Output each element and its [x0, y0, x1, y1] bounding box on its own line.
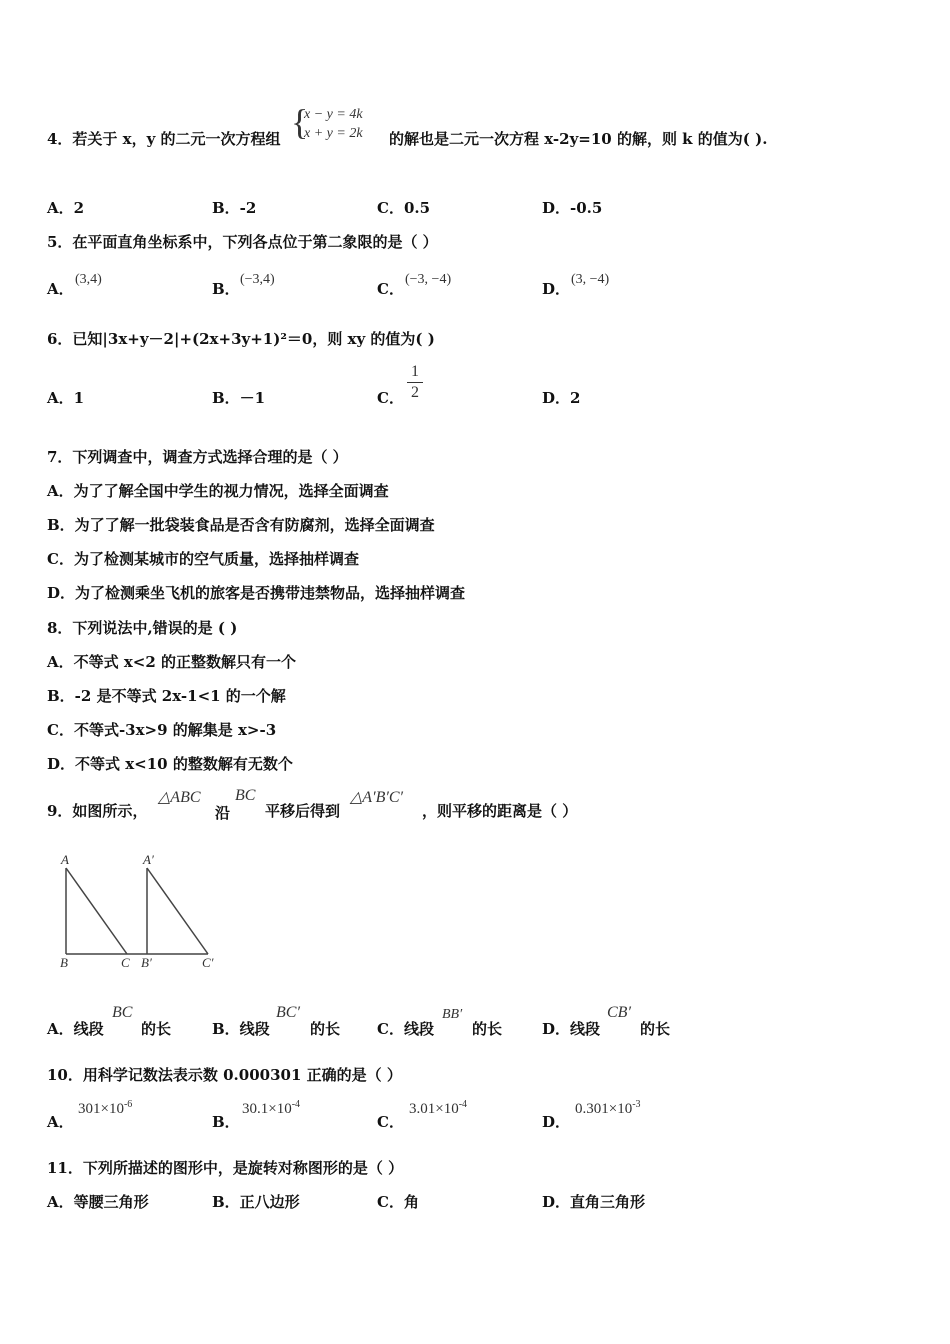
q7-option-b: B．为了了解一批袋装食品是否含有防腐剂，选择全面调查 — [47, 516, 435, 534]
q9-option-b-segment: BC′ — [276, 1004, 300, 1021]
q5-option-c-label: C． — [377, 280, 404, 298]
q9-triangle-abc-prime: △A′B′C′ — [350, 789, 404, 806]
q9-option-a-suffix: 的长 — [141, 1020, 172, 1038]
q10-option-a-value — [78, 1099, 132, 1118]
q10-option-a-label: A． — [47, 1113, 74, 1131]
q5-stem: 5．在平面直角坐标系中，下列各点位于第二象限的是（ ） — [47, 233, 438, 251]
q4-equation-1: x − y = 4k — [304, 107, 363, 122]
q9-option-c-prefix: C．线段 — [377, 1020, 434, 1038]
q5-option-c-value: (−3, −4) — [405, 272, 452, 287]
fraction-denominator: 2 — [411, 384, 419, 401]
q9-stem-part-3: 平移后得到 — [265, 802, 341, 820]
times-ten: ×10 — [435, 1101, 459, 1117]
q5-option-d-label: D． — [542, 280, 571, 298]
q9-option-a-segment: BC — [112, 1004, 133, 1021]
q9-option-b-prefix: B．线段 — [212, 1020, 270, 1038]
q10-option-c-label: C． — [377, 1113, 404, 1131]
exponent: -3 — [632, 1099, 641, 1110]
system-brace: { — [291, 102, 309, 142]
q9-stem-part-2: 沿 — [215, 804, 231, 822]
q11-option-b: B．正八边形 — [212, 1193, 300, 1211]
times-ten: ×10 — [608, 1101, 633, 1117]
label-b-prime: B′ — [141, 955, 152, 970]
times-ten: ×10 — [100, 1101, 124, 1117]
q6-stem: 6．已知|3x+y－2|+(2x+3y+1)²＝0，则 xy 的值为( ) — [47, 330, 435, 348]
q5-option-b-label: B． — [212, 280, 240, 298]
q11-option-d: D．直角三角形 — [542, 1193, 646, 1211]
q9-option-a-prefix: A．线段 — [47, 1020, 104, 1038]
q6-option-d: D．2 — [542, 389, 581, 407]
q10-option-b-value — [242, 1099, 300, 1118]
q11-stem: 11．下列所描述的图形中，是旋转对称图形的是（ ） — [47, 1159, 404, 1177]
q4-option-a: A．2 — [47, 199, 85, 217]
q4-option-c: C．0.5 — [377, 199, 431, 217]
label-c: C — [121, 955, 130, 970]
q9-option-d-segment: CB′ — [607, 1004, 631, 1021]
q5-option-a-label: A． — [47, 280, 74, 298]
triangle-1-side-ac — [66, 868, 127, 954]
q9-triangle-abc: △ABC — [158, 789, 201, 806]
q9-option-b-suffix: 的长 — [310, 1020, 341, 1038]
mantissa: 3.01 — [409, 1101, 436, 1117]
q8-stem: 8．下列说法中,错误的是 ( ) — [47, 619, 238, 637]
mantissa: 30.1 — [242, 1101, 269, 1117]
exponent: -6 — [123, 1099, 133, 1110]
q7-stem: 7．下列调查中，调查方式选择合理的是（ ） — [47, 448, 348, 466]
q6-option-b: B．－1 — [212, 389, 266, 407]
q6-option-c-label: C． — [377, 389, 404, 407]
mantissa: 301 — [78, 1101, 101, 1117]
q6-option-c-fraction — [407, 363, 423, 402]
q10-stem: 10．用科学记数法表示数 0.000301 正确的是（ ） — [47, 1066, 402, 1084]
q4-option-b: B．-2 — [212, 199, 257, 217]
q10-option-b-label: B． — [212, 1113, 240, 1131]
q4-stem-suffix: 的解也是二元一次方程 x-2y=10 的解，则 k 的值为( ). — [389, 130, 768, 148]
q7-option-a: A．为了了解全国中学生的视力情况，选择全面调查 — [47, 482, 389, 500]
triangle-2-side-ac — [147, 868, 208, 954]
q4-equation-2: x + y = 2k — [304, 126, 363, 141]
q5-option-b-value: (−3,4) — [240, 272, 275, 287]
fraction-bar — [407, 382, 423, 383]
q10-option-d-label: D． — [542, 1113, 571, 1131]
mantissa: 0.301 — [575, 1101, 609, 1117]
q8-option-a: A．不等式 x<2 的正整数解只有一个 — [47, 653, 297, 671]
q9-option-d-prefix: D．线段 — [542, 1020, 601, 1038]
q9-segment-bc: BC — [235, 787, 256, 804]
q11-option-c: C．角 — [377, 1193, 419, 1211]
q7-option-d: D．为了检测乘坐飞机的旅客是否携带违禁物品，选择抽样调查 — [47, 584, 466, 602]
q9-stem-part-1: 9．如图所示， — [47, 802, 148, 820]
q4-option-d: D．-0.5 — [542, 199, 603, 217]
q8-option-d: D．不等式 x<10 的整数解有无数个 — [47, 755, 293, 773]
q9-option-d-suffix: 的长 — [640, 1020, 671, 1038]
label-a-prime: A′ — [143, 852, 154, 867]
q9-option-c-segment: BB′ — [442, 1007, 463, 1022]
q8-option-c: C．不等式-3x>9 的解集是 x>-3 — [47, 721, 277, 739]
translation-figure — [55, 850, 225, 975]
q10-option-d-value — [575, 1099, 641, 1118]
q7-option-c: C．为了检测某城市的空气质量，选择抽样调查 — [47, 550, 359, 568]
label-a: A — [61, 852, 69, 867]
exponent: -4 — [291, 1099, 301, 1110]
times-ten: ×10 — [268, 1101, 292, 1117]
q6-option-a: A．1 — [47, 389, 85, 407]
q10-option-c-value — [409, 1099, 467, 1118]
exponent: -4 — [458, 1099, 468, 1110]
label-c-prime: C′ — [202, 955, 214, 970]
q5-option-a-value: (3,4) — [75, 272, 102, 287]
q11-option-a: A．等腰三角形 — [47, 1193, 149, 1211]
q4-stem-prefix: 4．若关于 x，y 的二元一次方程组 — [47, 130, 281, 148]
label-b: B — [60, 955, 68, 970]
fraction-numerator: 1 — [411, 363, 419, 380]
q9-stem-part-4: ，则平移的距离是（ ） — [422, 802, 578, 820]
q9-option-c-suffix: 的长 — [472, 1020, 503, 1038]
q5-option-d-value: (3, −4) — [571, 272, 610, 287]
q8-option-b: B．-2 是不等式 2x-1<1 的一个解 — [47, 687, 286, 705]
